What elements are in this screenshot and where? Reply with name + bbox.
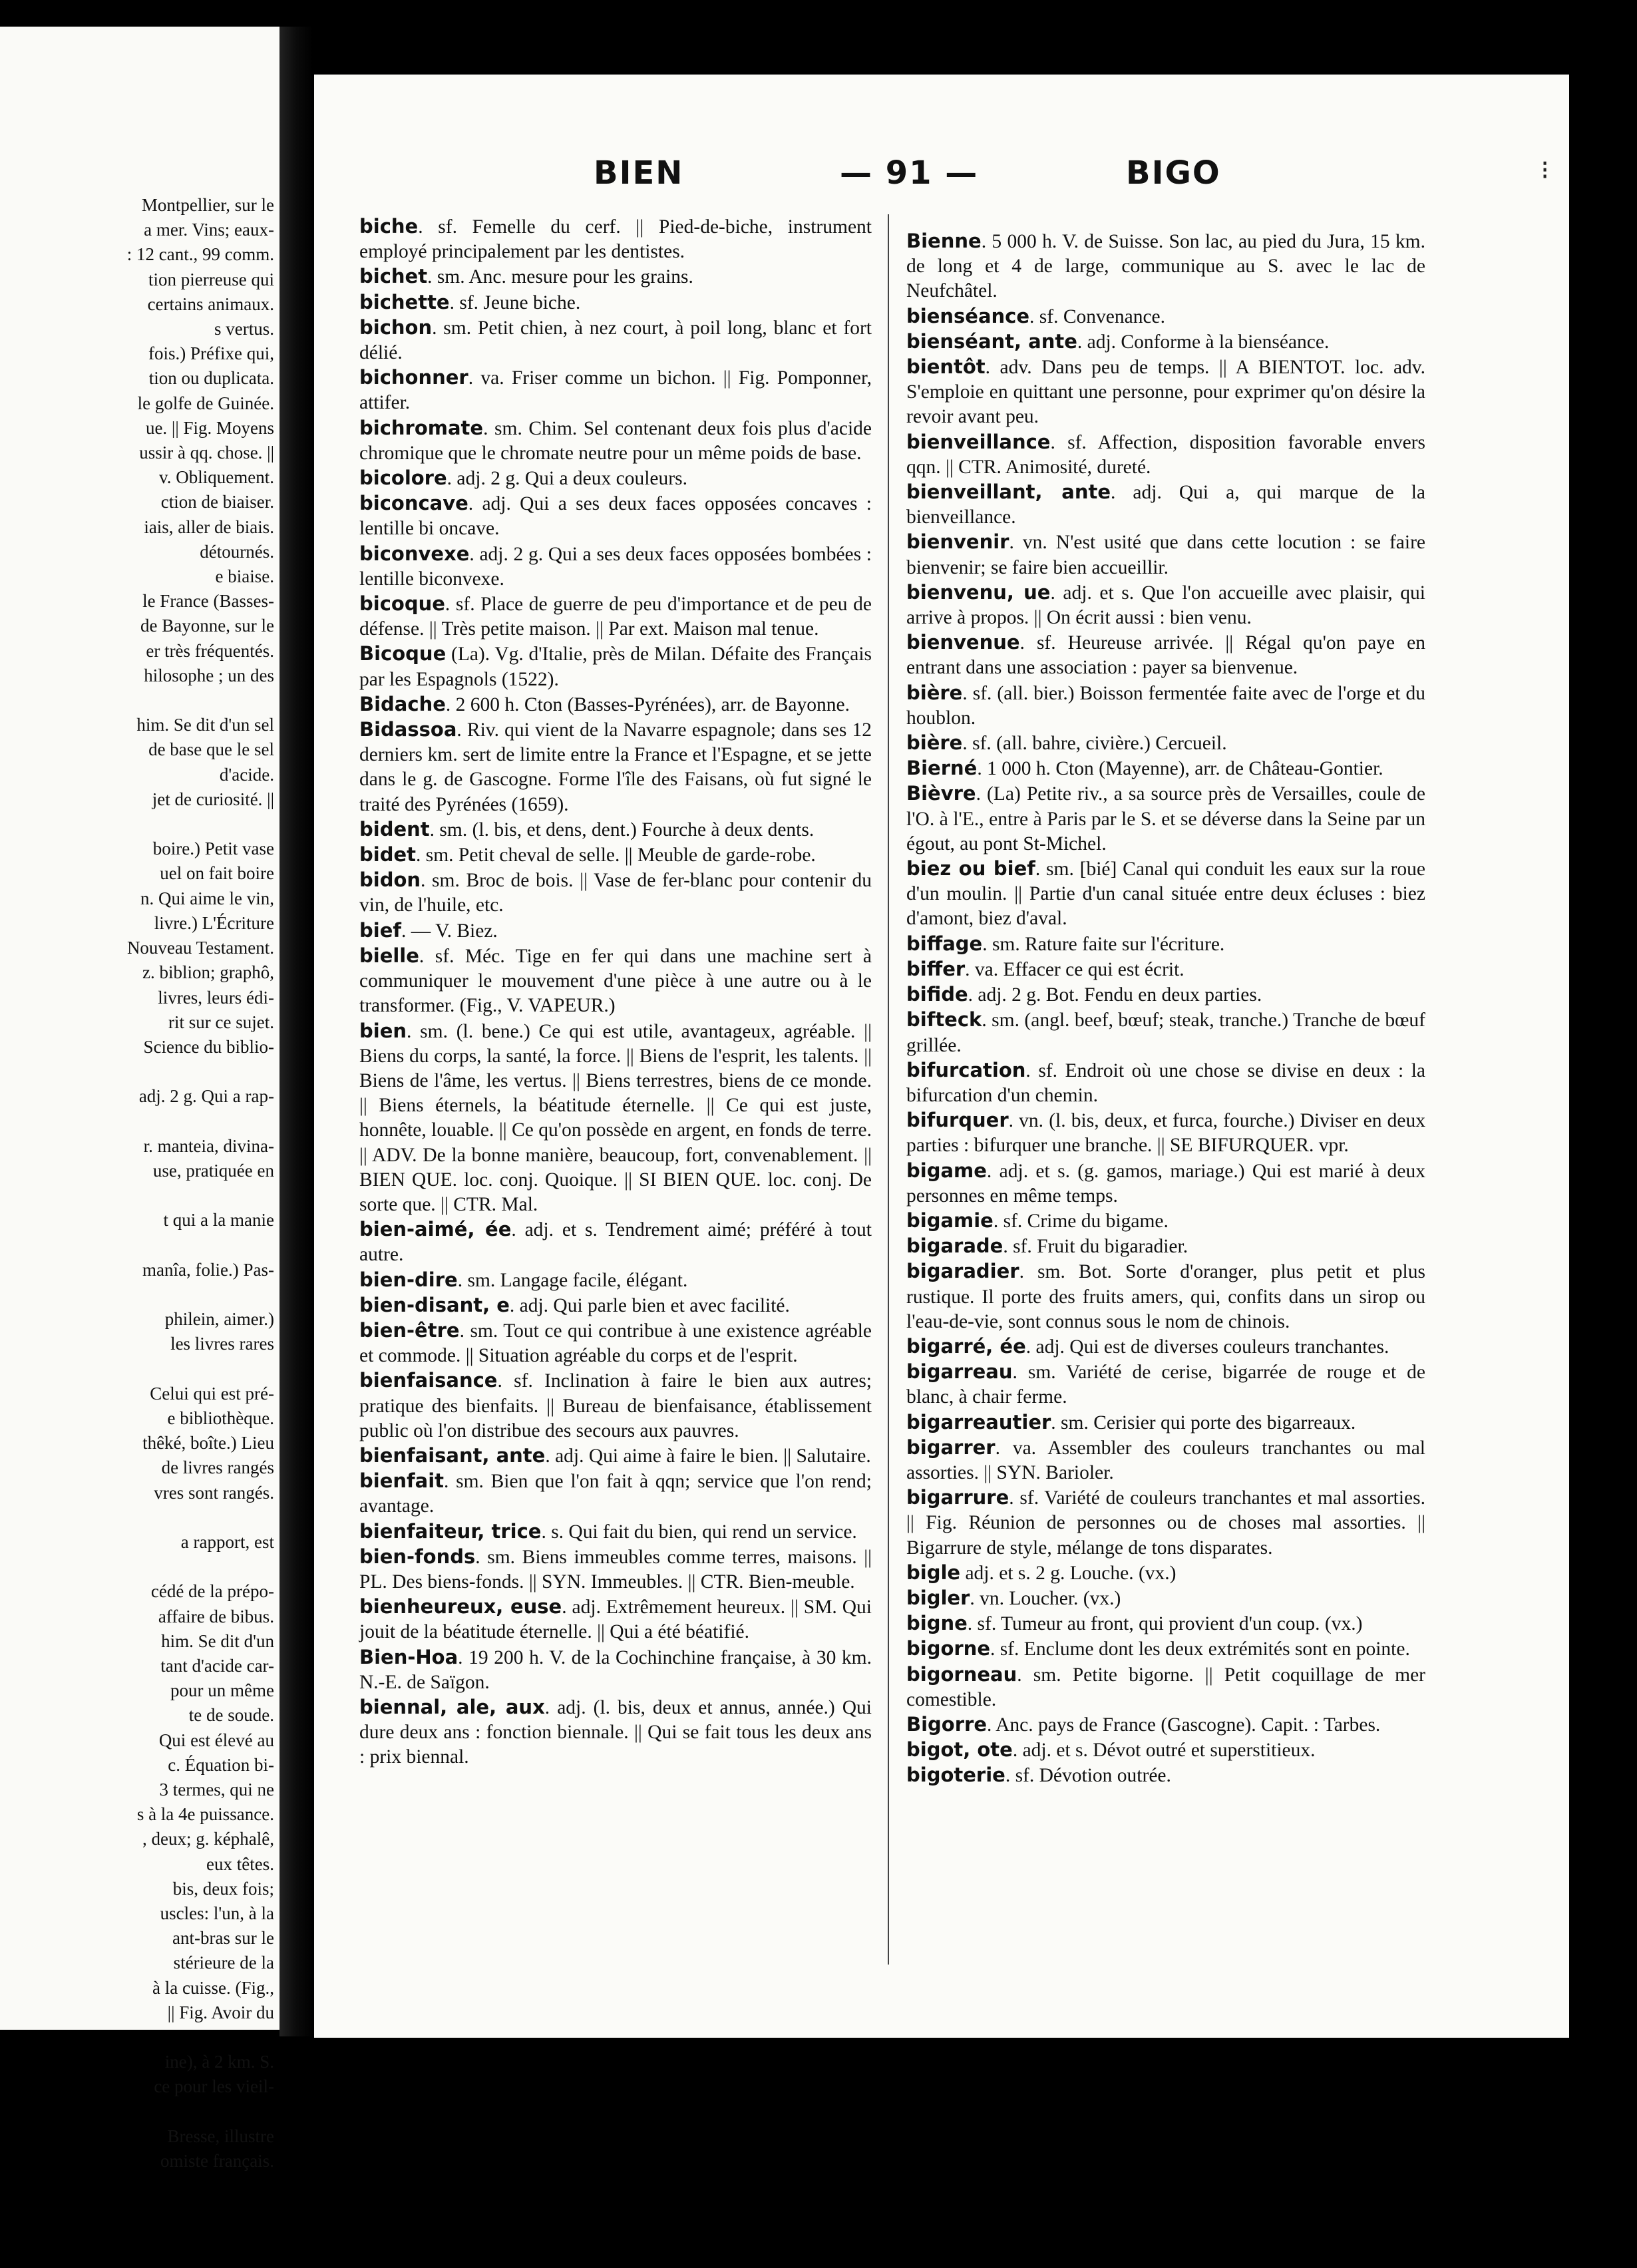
dictionary-entry: [359, 1368, 872, 1443]
dictionary-entry: [359, 1217, 872, 1267]
dictionary-entry: [906, 957, 1425, 982]
entry-definition: . adj. et s. Que l'on accueille avec plaisir, qui arrive à propos. || On écrit aussi : bien venu.: [906, 582, 1425, 629]
left-page-line: uel on fait boire: [160, 863, 274, 884]
entry-definition: . sm. Anc. mesure pour les grains.: [427, 266, 693, 288]
entry-headword: Bidassoa: [359, 718, 457, 741]
entry-headword: bichette: [359, 290, 450, 313]
dictionary-entry: [906, 1611, 1425, 1636]
entry-headword: bichet: [359, 265, 428, 288]
entry-definition: . sf. Place de guerre de peu d'importance et de peu de défense. || Très petite maison. || Par ext. Maison mal tenue.: [359, 594, 872, 640]
entry-headword: bigoterie: [906, 1764, 1005, 1787]
left-page-line: : 12 cant., 99 comm.: [126, 244, 274, 265]
left-page-line: omiste français.: [160, 2151, 274, 2172]
column-left: [359, 214, 872, 1770]
dictionary-entry: [359, 592, 872, 642]
entry-definition: . vn. (l. bis, deux, et furca, fourche.) Diviser en deux parties : bifurquer une branche. || SE BIFURQUER. vpr.: [906, 1110, 1425, 1157]
dictionary-entry: [906, 480, 1425, 530]
entry-headword: bienfaisance: [359, 1369, 498, 1392]
entry-headword: bigarreautier: [906, 1410, 1051, 1433]
dictionary-entry: [906, 1410, 1425, 1435]
entry-headword: bientôt: [906, 355, 986, 379]
entry-headword: bien: [359, 1019, 407, 1042]
left-page-line: v. Obliquement.: [159, 467, 274, 488]
entry-headword: bien-fonds: [359, 1545, 476, 1568]
left-page-line: [0, 1555, 274, 1579]
entry-definition: . adj. et s. Tendrement aimé; préféré à tout autre.: [359, 1219, 872, 1266]
left-page-line: stérieure de la: [173, 1953, 274, 1973]
dictionary-entry: [906, 681, 1425, 731]
left-page-line: philein, aimer.): [164, 1309, 274, 1330]
dictionary-entry: [906, 1586, 1425, 1611]
entry-definition: . 5 000 h. V. de Suisse. Son lac, au pied du Jura, 15 km. de long et 4 de large, communique au S. avec le lac de Neufchâtel.: [906, 231, 1425, 302]
left-page-fragment: [0, 27, 279, 2172]
left-page-line: n. Qui aime le vin,: [140, 888, 274, 908]
entry-definition: . adj. Qui est de diverses couleurs tranchantes.: [1025, 1336, 1389, 1358]
left-page-line: de Bayonne, sur le: [140, 616, 274, 636]
dictionary-entry: [359, 214, 872, 264]
left-page-line: s vertus.: [214, 319, 274, 339]
entry-headword: biffage: [906, 932, 983, 955]
left-page-line: ue. || Fig. Moyens: [145, 417, 274, 438]
left-page-line: Montpellier, sur le: [141, 195, 274, 215]
entry-headword: bienfaiteur, trice: [359, 1519, 542, 1543]
entry-headword: biffer: [906, 957, 966, 980]
entry-headword: bien-disant, e: [359, 1293, 510, 1316]
left-page-line: 3 termes, qui ne: [159, 1780, 274, 1799]
left-page-line: him. Se dit d'un: [161, 1630, 274, 1651]
left-page-line: manîa, folie.) Pas-: [142, 1259, 274, 1280]
left-page-text: [0, 193, 274, 2174]
entry-definition: . sm. (l. bene.) Ce qui est utile, avantageux, agréable. || Biens du corps, la santé, la force. || Biens de l'esprit, les talents. || Biens de l'âme, les vertus. || Biens terrestres, biens de ce monde. || Biens éternels, la béatitude éternelle. || Ce qui est juste, honnête, louable. || Ce qu'on possède en argent, en fonds de terre. || ADV. De la bonne manière, beaucoup, fort, convenablement. || BIEN QUE. loc. conj. Quoique. || SI BIEN QUE. loc. conj. De sorte que. || CTR. Mal.: [359, 1020, 872, 1215]
left-page-line: eux têtes.: [206, 1853, 274, 1874]
dictionary-entry: [906, 856, 1425, 932]
left-page-line: , deux; g. képhalê,: [142, 1829, 274, 1849]
entry-definition: . 2 600 h. Cton (Basses-Pyrénées), arr. de Bayonne.: [445, 693, 850, 715]
dictionary-entry: [906, 756, 1425, 781]
left-page-line: à la cuisse. (Fig.,: [152, 1977, 274, 1998]
left-page-line: ction de biaiser.: [160, 492, 274, 512]
dictionary-entry: [359, 1443, 872, 1469]
dictionary-entry: [359, 1019, 872, 1218]
left-page-line: livre.) L'Écriture: [154, 912, 274, 933]
entry-definition: . sf. (all. bier.) Boisson fermentée faite avec de l'orge et du houblon.: [906, 682, 1425, 729]
dictionary-entry: [359, 1545, 872, 1595]
dictionary-entry: [906, 1435, 1425, 1485]
entry-definition: . adj. Qui aime à faire le bien. || Salutaire.: [545, 1445, 871, 1467]
dictionary-entry: [359, 1469, 872, 1519]
entry-headword: Bigorre: [906, 1712, 987, 1736]
left-page-line: ine), à 2 km. S.: [164, 2052, 274, 2072]
dictionary-entry: [359, 642, 872, 691]
entry-definition: . adj. Qui a, qui marque de la bienveillance.: [906, 482, 1425, 528]
entry-definition: . sm. Variété de cerise, bigarrée de rouge et de blanc, à chair ferme.: [906, 1362, 1425, 1408]
entry-headword: bigot, ote: [906, 1738, 1013, 1762]
entry-definition: . sm. Bot. Sorte d'oranger, plus petit et plus rustique. Il porte des fruits amers, qui, confits dans un sirop ou l'eau-de-vie, sont connus sous le nom de chinois.: [906, 1261, 1425, 1332]
left-page-line: uscles: l'un, à la: [160, 1903, 274, 1924]
entry-definition: (La). Vg. d'Italie, près de Milan. Défaite des Français par les Espagnols (1522).: [359, 644, 872, 690]
left-page-line: ant-bras sur le: [172, 1928, 274, 1949]
entry-definition: . va. Effacer ce qui est écrit.: [965, 958, 1184, 980]
left-page-line: a mer. Vins; eaux-: [144, 220, 274, 240]
entry-definition: . sm. Cerisier qui porte des bigarreaux.: [1051, 1412, 1356, 1433]
dictionary-entry: [906, 1159, 1425, 1209]
entry-headword: bigarrer: [906, 1435, 996, 1459]
left-page-line: le golfe de Guinée.: [137, 393, 274, 413]
dictionary-entry: [359, 1293, 872, 1318]
entry-headword: bifide: [906, 983, 968, 1006]
left-page-line: te de soude.: [188, 1705, 274, 1726]
entry-definition: . sf. Femelle du cerf. || Pied-de-biche, instrument employé principalement par les dentistes.: [359, 216, 872, 263]
entry-headword: bifurcation: [906, 1058, 1026, 1081]
left-page-line: affaire de bibus.: [158, 1606, 274, 1626]
left-page-line: [0, 1183, 274, 1208]
left-page-line: Celui qui est pré-: [150, 1383, 274, 1404]
entry-definition: . sf. Fruit du bigaradier.: [1003, 1236, 1188, 1258]
left-page-line: [0, 1282, 274, 1307]
left-page-line: s à la 4e puissance.: [136, 1804, 274, 1825]
left-page-line: a rapport, est: [180, 1531, 274, 1552]
left-page-line: [0, 688, 274, 713]
left-page-line: [0, 1505, 274, 1530]
entry-definition: . sm. Petit chien, à nez court, à poil long, blanc et fort délié.: [359, 317, 872, 364]
dictionary-entry: [359, 1318, 872, 1368]
entry-headword: bichon: [359, 315, 433, 339]
entry-definition: . sf. Tumeur au front, qui provient d'un coup. (vx.): [967, 1613, 1363, 1635]
entry-headword: bident: [359, 817, 430, 841]
left-page-line: Science du biblio-: [143, 1036, 274, 1057]
left-page-line: hilosophe ; un des: [144, 665, 274, 685]
entry-definition: . sf. Dévotion outrée.: [1005, 1765, 1171, 1787]
headword-left: BIEN: [594, 154, 684, 192]
left-page-line: er très fréquentés.: [146, 640, 274, 661]
entry-definition: . sf. Crime du bigame.: [993, 1210, 1169, 1232]
entry-definition: . sm. (l. bis, et dens, dent.) Fourche à deux dents.: [429, 819, 815, 841]
left-page-line: [0, 2100, 274, 2124]
entry-headword: bielle: [359, 944, 419, 967]
entry-headword: bigaradier: [906, 1260, 1019, 1283]
entry-definition: . vn. N'est usité que dans cette locution : se faire bienvenir; se faire bien accueillir.: [906, 532, 1425, 578]
dictionary-entry: [906, 1108, 1425, 1158]
dictionary-entry: [906, 630, 1425, 680]
entry-headword: bigler: [906, 1586, 970, 1609]
entry-headword: bigorneau: [906, 1662, 1017, 1686]
entry-definition: . sm. Chim. Sel contenant deux fois plus d'acide chromique que le chromate neutre pour un même poids de base.: [359, 417, 872, 464]
entry-definition: . sm. (angl. beef, bœuf; steak, tranche.) Tranche de bœuf grillée.: [906, 1010, 1425, 1056]
entry-definition: . 1 000 h. Cton (Mayenne), arr. de Château-Gontier.: [977, 758, 1383, 780]
entry-definition: . adj. (l. bis, deux et annus, année.) Qui dure deux ans : fonction biennale. || Qui se fait tous les deux ans : prix biennal.: [359, 1696, 872, 1768]
dictionary-entry: [906, 1738, 1425, 1763]
left-page-line: boire.) Petit vase: [152, 839, 274, 859]
dictionary-entry: [906, 1209, 1425, 1234]
entry-headword: Bidache: [359, 692, 446, 715]
left-page-line: vres sont rangés.: [154, 1482, 274, 1503]
dictionary-entry: [906, 355, 1425, 430]
entry-headword: biennal, ale, aux: [359, 1695, 545, 1718]
left-page-line: [0, 1059, 274, 1084]
left-page-line: [0, 812, 274, 837]
left-page-line: Qui est élevé au: [158, 1730, 274, 1750]
entry-headword: bicolore: [359, 467, 447, 490]
dictionary-entry: [906, 304, 1425, 329]
entry-headword: bien-être: [359, 1318, 460, 1342]
dictionary-entry: [906, 1763, 1425, 1788]
dictionary-entry: [906, 932, 1425, 957]
left-page-line: pour un même: [170, 1680, 274, 1701]
left-page-line: use, pratiquée en: [152, 1160, 274, 1181]
dictionary-entry: [906, 329, 1425, 355]
entry-definition: . sf. Heureuse arrivée. || Régal qu'on paye en entrant dans une association : payer sa bienvenue.: [906, 632, 1425, 679]
entry-definition: . sm. Petit cheval de selle. || Meuble de garde-robe.: [416, 845, 816, 866]
entry-definition: . adj. Conforme à la bienséance.: [1077, 331, 1330, 353]
left-page-line: détournés.: [200, 541, 274, 562]
entry-definition: . adj. 2 g. Qui a deux couleurs.: [447, 468, 687, 490]
left-page-line: c. Équation bi-: [168, 1754, 274, 1775]
entry-definition: . adj. Extrêmement heureux. || SM. Qui jouit de la béatitude éternelle. || Qui a été béatifié.: [359, 1597, 872, 1643]
entry-definition: . (La) Petite riv., a sa source près de Versailles, coule de l'O. à l'E., entre à Paris par le S. et se déverse dans la Seine par un égout, au pont St-Michel.: [906, 783, 1425, 854]
dictionary-entry: [906, 430, 1425, 480]
left-page-line: certains animaux.: [147, 293, 274, 314]
entry-definition: . adj. 2 g. Bot. Fendu en deux parties.: [968, 984, 1262, 1006]
entry-definition: . adj. 2 g. Qui a ses deux faces opposées bombées : lentille biconvexe.: [359, 543, 872, 590]
dictionary-entry: [906, 1334, 1425, 1360]
left-page-line: d'acide.: [219, 764, 274, 785]
dictionary-entry: [906, 1259, 1425, 1334]
entry-definition: . va. Friser comme un bichon. || Fig. Pomponner, attifer.: [359, 367, 872, 414]
entry-headword: bief: [359, 918, 401, 942]
entry-headword: bienfaisant, ante: [359, 1443, 546, 1467]
entry-definition: . adj. Qui a ses deux faces opposées concaves : lentille bi oncave.: [359, 493, 872, 540]
entry-headword: bidon: [359, 868, 421, 892]
dictionary-entry: [359, 466, 872, 491]
left-page-line: de base que le sel: [148, 739, 274, 760]
entry-headword: biche: [359, 215, 419, 238]
dictionary-entry: [359, 416, 872, 466]
entry-headword: bigne: [906, 1612, 968, 1635]
left-page-line: [0, 1109, 274, 1134]
entry-definition: . sm. Tout ce qui contribue à une existence agréable et commode. || Situation agréable du corps et de l'esprit.: [359, 1320, 872, 1367]
left-page-line: bis, deux fois;: [172, 1878, 274, 1899]
dictionary-entry: [359, 1519, 872, 1545]
dictionary-entry: [906, 1485, 1425, 1561]
dictionary-entry: [359, 1268, 872, 1293]
entry-definition: . sf. Méc. Tige en fer qui dans une machine sert à communiquer le mouvement d'une pièce à une autre ou à le transformer. (Fig., V. VAPEUR.): [359, 945, 872, 1017]
page-header: [314, 154, 1569, 208]
left-page-line: jet de curiosité. ||: [152, 789, 274, 809]
entry-definition: . sm. [bié] Canal qui conduit les eaux sur la roue d'un moulin. || Partie d'un canal située entre deux écluses : biez d'amont, biez d'aval.: [906, 858, 1425, 930]
entry-headword: bichonner: [359, 366, 468, 389]
entry-definition: adj. et s. 2 g. Louche. (vx.): [960, 1562, 1177, 1584]
entry-headword: bidet: [359, 843, 416, 866]
entry-definition: . sf. (all. bahre, civière.) Cercueil.: [962, 733, 1227, 755]
entry-definition: . 19 200 h. V. de la Cochinchine française, à 30 km. N.-E. de Saïgon.: [359, 1646, 872, 1693]
left-page-line: thêké, boîte.) Lieu: [142, 1433, 274, 1453]
dictionary-entry: [906, 982, 1425, 1008]
left-page-line: adj. 2 g. Qui a rap-: [138, 1086, 274, 1107]
entry-headword: Bicoque: [359, 642, 447, 665]
entry-headword: bigame: [906, 1159, 987, 1182]
entry-headword: biconcave: [359, 492, 468, 515]
entry-definition: . sf. Convenance.: [1029, 305, 1166, 327]
entry-definition: . sf. Enclume dont les deux extrémités sont en pointe.: [990, 1638, 1410, 1660]
dictionary-entry: [359, 1645, 872, 1695]
entry-definition: . sf. Endroit où une chose se divise en deux : la bifurcation d'un chemin.: [906, 1059, 1425, 1106]
dictionary-entry: [359, 817, 872, 843]
entry-definition: . vn. Loucher. (vx.): [970, 1587, 1121, 1609]
entry-definition: . sf. Jeune biche.: [449, 291, 581, 313]
dictionary-entry: [359, 491, 872, 541]
entry-headword: bière: [906, 681, 963, 704]
dictionary-entry: [359, 843, 872, 868]
dictionary-entry: [906, 1636, 1425, 1662]
left-page-line: e biaise.: [215, 566, 274, 587]
dictionary-entry: [359, 692, 872, 717]
entry-headword: bienvenu, ue: [906, 580, 1051, 604]
entry-headword: bienséant, ante: [906, 329, 1077, 353]
entry-headword: bicoque: [359, 592, 445, 616]
dictionary-entry: [359, 315, 872, 365]
left-page-line: Nouveau Testament.: [126, 938, 274, 958]
left-page-line: r. manteia, divina-: [143, 1135, 274, 1156]
left-page-line: les livres rares: [170, 1334, 274, 1354]
dictionary-entry: [359, 918, 872, 944]
left-page-line: tion pierreuse qui: [148, 269, 274, 289]
entry-headword: bigamie: [906, 1209, 994, 1232]
entry-definition: . — V. Biez.: [401, 920, 498, 942]
entry-definition: . sm. Broc de bois. || Vase de fer-blanc pour contenir du vin, de l'huile, etc.: [359, 870, 872, 916]
entry-definition: . Anc. pays de France (Gascogne). Capit. : Tarbes.: [987, 1714, 1381, 1736]
left-page-line: him. Se dit d'un sel: [136, 715, 274, 735]
dictionary-entry: [906, 229, 1425, 304]
dictionary-entry: [359, 1695, 872, 1770]
entry-definition: . adv. Dans peu de temps. || A BIENTOT. loc. adv. S'emploie en quittant une personne, pour exprimer qu'on désire la revoir avant peu.: [906, 357, 1425, 428]
entry-definition: . adj. Qui parle bien et avec facilité.: [509, 1294, 790, 1316]
dictionary-entry: [359, 264, 872, 289]
dictionary-entry: [359, 542, 872, 592]
entry-headword: biez ou bief: [906, 857, 1035, 880]
entry-definition: . sm. Petite bigorne. || Petit coquillage de mer comestible.: [906, 1664, 1425, 1710]
entry-headword: bigorne: [906, 1637, 990, 1660]
entry-headword: bigarade: [906, 1234, 1003, 1258]
left-page-line: t qui a la manie: [163, 1210, 274, 1230]
entry-definition: . sf. Inclination à faire le bien aux autres; pratique des bienfaits. || Bureau de bienfaisance, établissement public où l'on distribue des secours aux pauvres.: [359, 1370, 872, 1441]
dictionary-entry: [906, 1008, 1425, 1057]
dictionary-entry: [359, 1595, 872, 1644]
entry-headword: bigarrure: [906, 1486, 1009, 1509]
dictionary-entry: [906, 781, 1425, 856]
left-page-line: Bresse, illustre: [167, 2126, 274, 2146]
left-page-line: ussir à qq. chose. ||: [139, 443, 274, 463]
left-page-line: [0, 1357, 274, 1382]
left-page-line: tant d'acide car-: [160, 1655, 274, 1676]
dictionary-entry: [359, 365, 872, 415]
entry-definition: . va. Assembler des couleurs tranchantes ou mal assorties. || SYN. Barioler.: [906, 1437, 1425, 1483]
entry-headword: bigarreau: [906, 1360, 1013, 1384]
column-right: [906, 229, 1425, 1789]
left-page-line: livres, leurs édi-: [158, 987, 274, 1008]
entry-headword: bière: [906, 731, 963, 755]
left-page-line: ce pour les vieil-: [154, 2076, 274, 2097]
dictionary-entry: [906, 580, 1425, 630]
entry-headword: bienfait: [359, 1469, 445, 1493]
page-number: — 91 —: [840, 154, 979, 192]
left-page-line: z. biblion; graphô,: [142, 962, 274, 983]
entry-headword: bienveillance: [906, 430, 1051, 453]
entry-definition: . sm. Langage facile, élégant.: [457, 1269, 688, 1291]
entry-headword: bifurquer: [906, 1109, 1009, 1132]
left-page-line: tion ou duplicata.: [148, 368, 274, 389]
left-page-line: de livres rangés: [161, 1457, 274, 1478]
column-divider: [888, 214, 889, 1965]
dictionary-entry: [906, 1712, 1425, 1738]
dictionary-entry: [906, 1561, 1425, 1586]
dictionary-entry: [906, 1234, 1425, 1259]
entry-headword: bifteck: [906, 1008, 982, 1032]
entry-headword: bienveillant, ante: [906, 480, 1111, 504]
left-page-line: || Fig. Avoir du: [167, 2002, 274, 2022]
left-page-line: [0, 2025, 274, 2050]
left-page-line: fois.) Préfixe qui,: [148, 343, 274, 364]
left-page-line: le France (Basses-: [142, 591, 274, 612]
entry-headword: Bièvre: [906, 782, 976, 805]
entry-headword: bigarré, ée: [906, 1334, 1026, 1358]
entry-definition: . s. Qui fait du bien, qui rend un service.: [541, 1521, 857, 1543]
entry-headword: bienvenue: [906, 631, 1020, 654]
entry-headword: bigle: [906, 1561, 961, 1584]
entry-headword: biconvexe: [359, 542, 470, 565]
dictionary-entry: [359, 944, 872, 1019]
entry-definition: . adj. et s. Dévot outré et superstitieux.: [1012, 1740, 1316, 1762]
entry-headword: bien-dire: [359, 1268, 458, 1291]
entry-headword: Bierné: [906, 757, 978, 780]
entry-definition: . Riv. qui vient de la Navarre espagnole; dans ses 12 derniers km. sert de limite entre la France et l'Espagne, et se jette dans le g. de Gascogne. Forme l'île des Faisans, où fut signé le traité des Pyrénées (1659).: [359, 719, 872, 815]
dictionary-entry: [359, 290, 872, 315]
entry-headword: Bien-Hoa: [359, 1645, 458, 1668]
entry-definition: . sf. Affection, disposition favorable envers qqn. || CTR. Animosité, dureté.: [906, 431, 1425, 478]
entry-headword: bichromate: [359, 416, 484, 439]
headword-right: BIGO: [1126, 154, 1221, 192]
left-page-line: cédé de la prépo-: [150, 1581, 274, 1602]
dictionary-entry: [906, 530, 1425, 580]
entry-definition: . sf. Variété de couleurs tranchantes et mal assorties. || Fig. Réunion de personnes ou de choses mal assorties. || Bigarrure de style, mélange de tons disparates.: [906, 1487, 1425, 1559]
dictionary-entry: [359, 868, 872, 918]
dictionary-page: [314, 75, 1569, 2038]
entry-headword: Bienne: [906, 230, 982, 252]
entry-headword: bienséance: [906, 304, 1030, 327]
margin-mark: ⁝: [1541, 155, 1549, 185]
left-page-line: rit sur ce sujet.: [168, 1012, 274, 1032]
entry-definition: . adj. et s. (g. gamos, mariage.) Qui est marié à deux personnes en même temps.: [906, 1160, 1425, 1207]
entry-headword: bien-aimé, ée: [359, 1218, 512, 1241]
dictionary-entry: [906, 1360, 1425, 1410]
dictionary-entry: [906, 731, 1425, 756]
dictionary-entry: [906, 1662, 1425, 1712]
entry-definition: . sm. Biens immeubles comme terres, maisons. || PL. Des biens-fonds. || SYN. Immeubles. || CTR. Bien-meuble.: [359, 1546, 872, 1593]
entry-headword: bienvenir: [906, 530, 1009, 554]
book-gutter: [279, 27, 313, 2036]
entry-definition: . sm. Bien que l'on fait à qqn; service que l'on rend; avantage.: [359, 1471, 872, 1517]
entry-headword: bienheureux, euse: [359, 1595, 562, 1618]
left-page-line: [0, 1233, 274, 1258]
dictionary-entry: [359, 717, 872, 817]
dictionary-entry: [906, 1058, 1425, 1108]
left-page-line: e bibliothèque.: [167, 1408, 274, 1428]
left-page-line: iais, aller de biais.: [144, 516, 274, 537]
entry-definition: . sm. Rature faite sur l'écriture.: [982, 933, 1225, 955]
